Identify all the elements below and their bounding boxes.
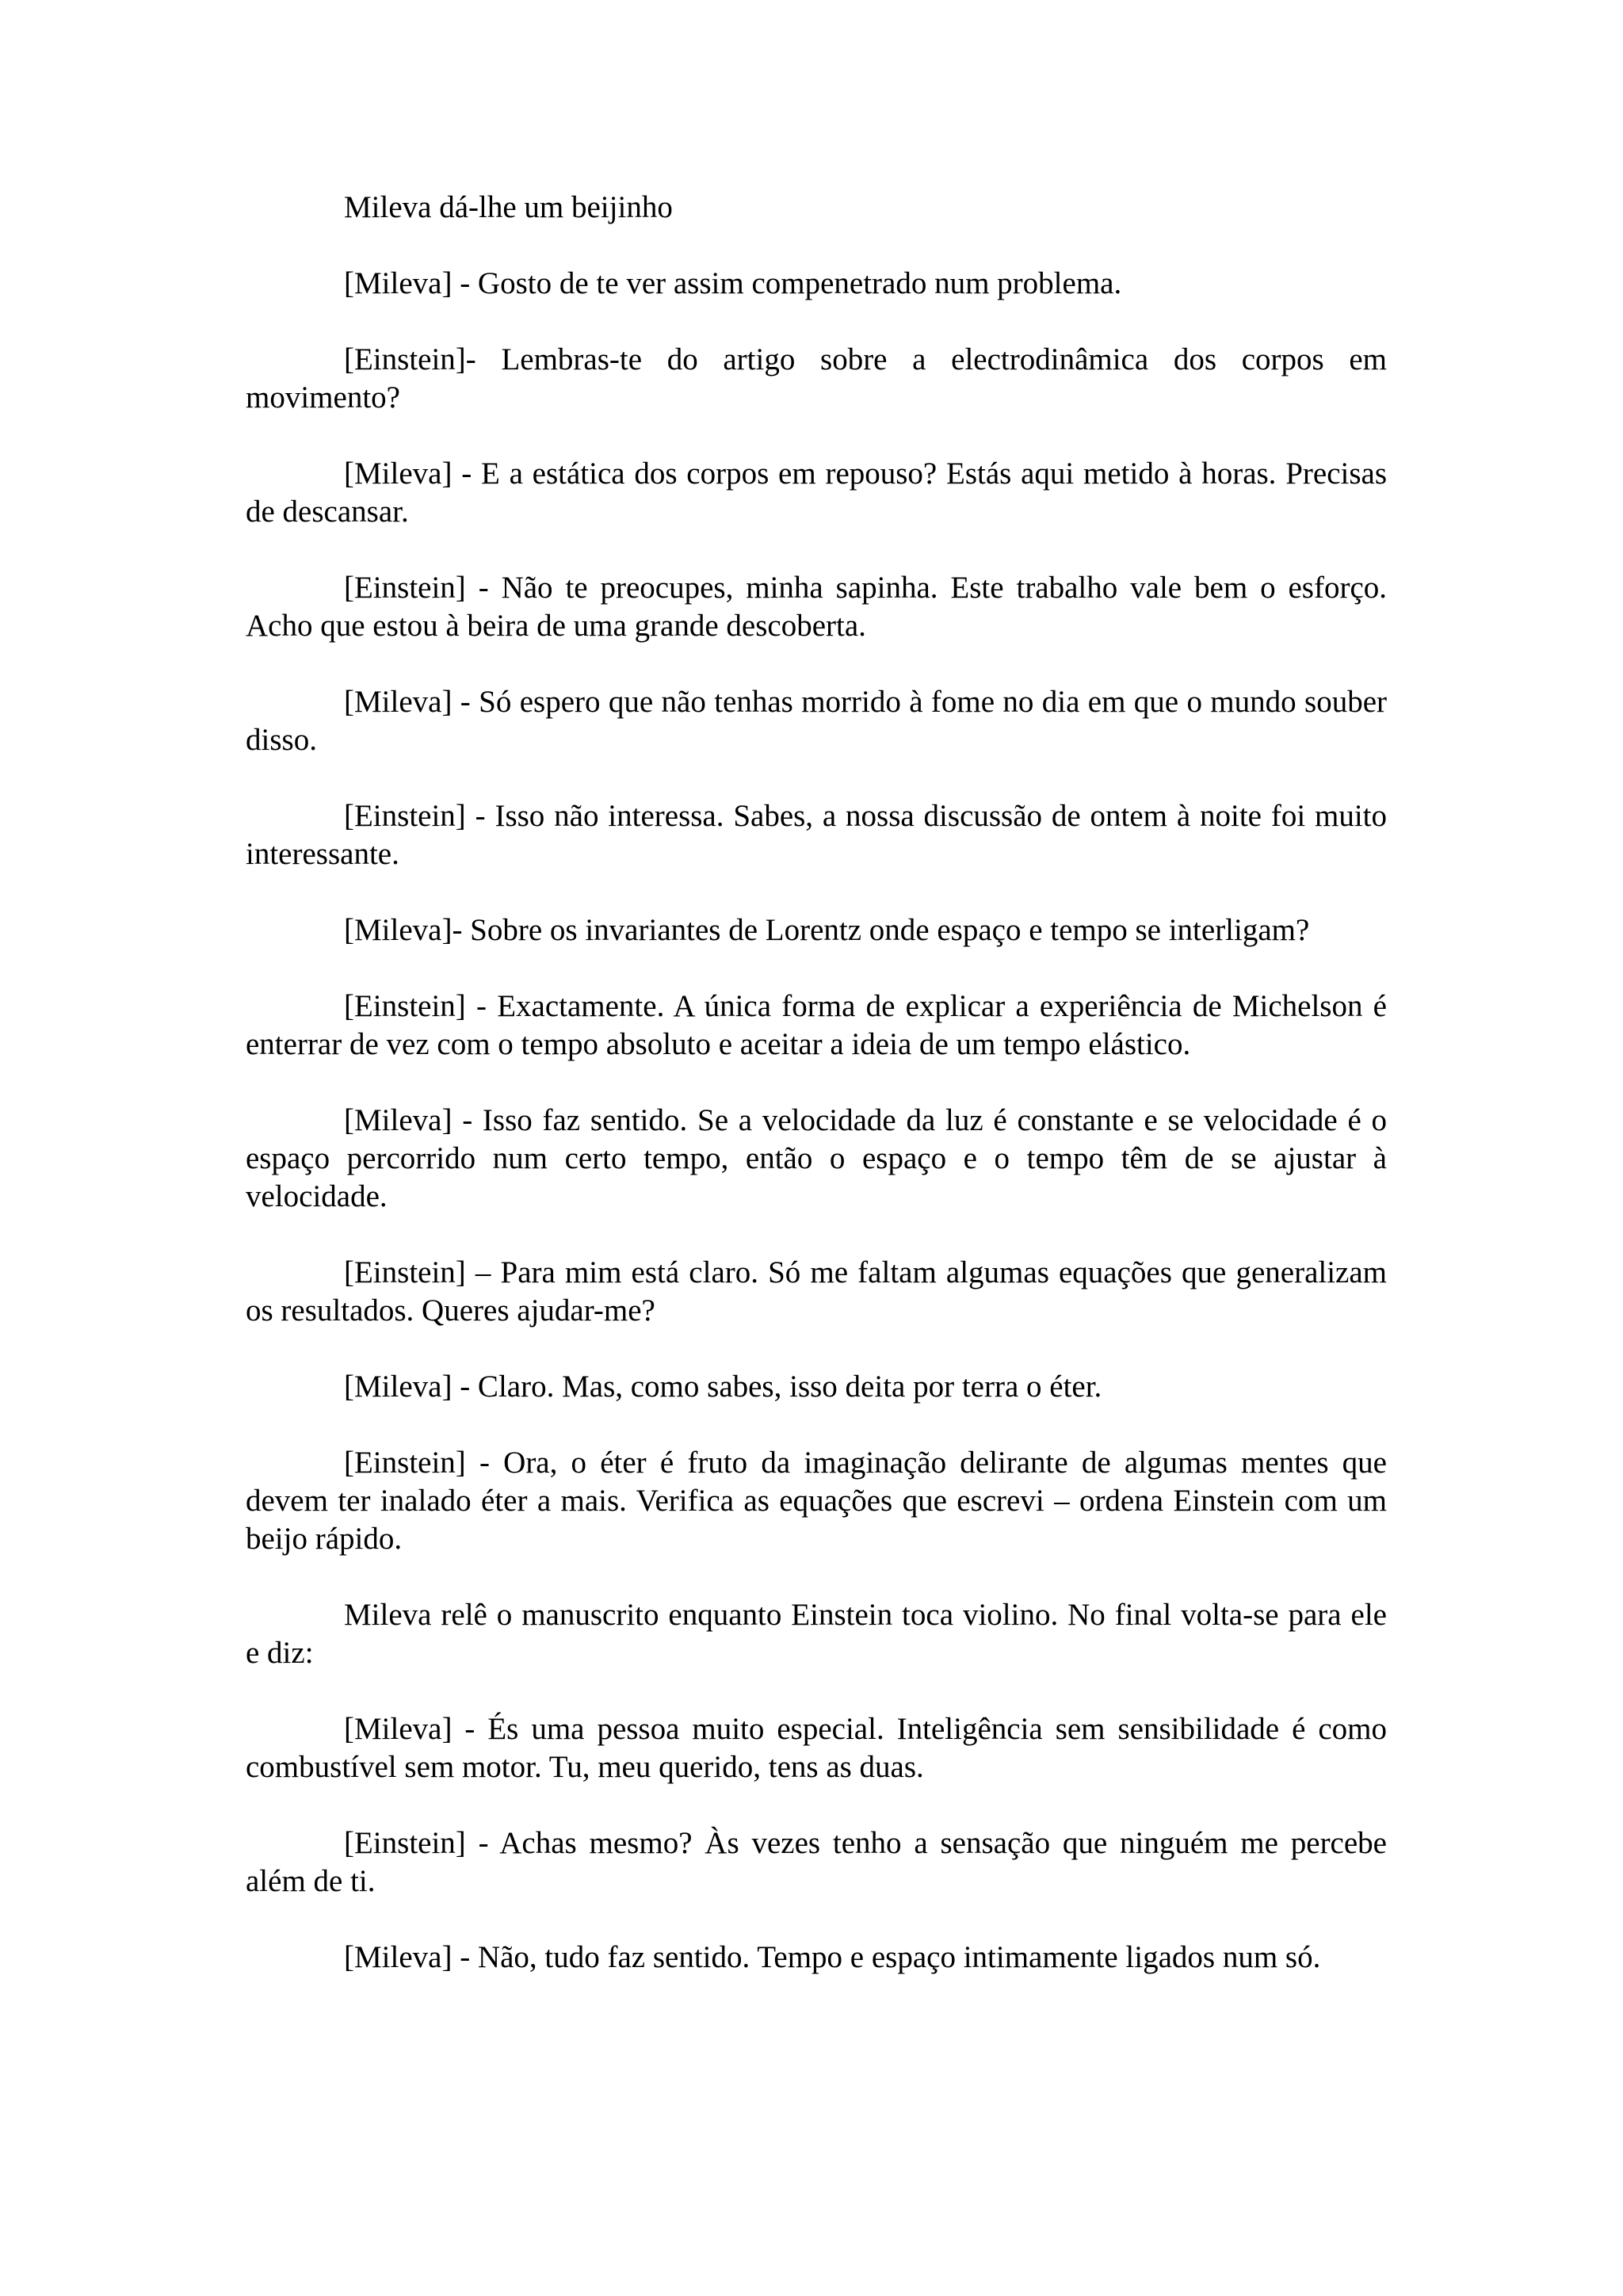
- paragraph: [Einstein] - Achas mesmo? Às vezes tenho a sensação que ninguém me percebe além de ti.: [246, 1826, 1387, 1898]
- paragraph: [Einstein] - Exactamente. A única forma de explicar a experiência de Michelson é enterrar de vez com o tempo absoluto e aceitar a ideia de um tempo elástico.: [246, 989, 1387, 1061]
- paragraph: [Mileva] - Gosto de te ver assim compenetrado num problema.: [344, 266, 1122, 300]
- paragraph: [Mileva] - Não, tudo faz sentido. Tempo e espaço intimamente ligados num só.: [344, 1940, 1321, 1974]
- paragraph: [Einstein] – Para mim está claro. Só me faltam algumas equações que generalizam os resultados. Queres ajudar-me?: [246, 1255, 1387, 1328]
- paragraph: [Mileva]- Sobre os invariantes de Lorentz onde espaço e tempo se interligam?: [344, 913, 1310, 947]
- paragraph: [Einstein] - Isso não interessa. Sabes, a nossa discussão de ontem à noite foi muito interessante.: [246, 799, 1387, 871]
- paragraph: [Mileva] - Só espero que não tenhas morrido à fome no dia em que o mundo souber disso.: [246, 685, 1387, 757]
- paragraph: [Mileva] - E a estática dos corpos em repouso? Estás aqui metido à horas. Precisas de descansar.: [246, 457, 1387, 529]
- paragraph: Mileva dá-lhe um beijinho: [344, 190, 673, 224]
- paragraph: Mileva relê o manuscrito enquanto Einstein toca violino. No final volta-se para ele e diz:: [246, 1598, 1387, 1670]
- paragraph: [Mileva] - És uma pessoa muito especial. Inteligência sem sensibilidade é como combustível sem motor. Tu, meu querido, tens as duas.: [246, 1712, 1387, 1784]
- paragraph: [Einstein] - Não te preocupes, minha sapinha. Este trabalho vale bem o esforço. Acho que estou à beira de uma grande descoberta.: [246, 571, 1387, 643]
- document-body: [246, 189, 1387, 1977]
- paragraph: [Einstein] - Ora, o éter é fruto da imaginação delirante de algumas mentes que devem ter inalado éter a mais. Verifica as equações que escrevi – ordena Einstein com um beijo rápido.: [246, 1446, 1387, 1556]
- paragraph: [Mileva] - Isso faz sentido. Se a velocidade da luz é constante e se velocidade é o espaço percorrido num certo tempo, então o espaço e o tempo têm de se ajustar à velocidade.: [246, 1103, 1387, 1213]
- paragraph: [Mileva] - Claro. Mas, como sabes, isso deita por terra o éter.: [344, 1370, 1102, 1404]
- paragraph: [Einstein]- Lembras-te do artigo sobre a electrodinâmica dos corpos em movimento?: [246, 342, 1387, 415]
